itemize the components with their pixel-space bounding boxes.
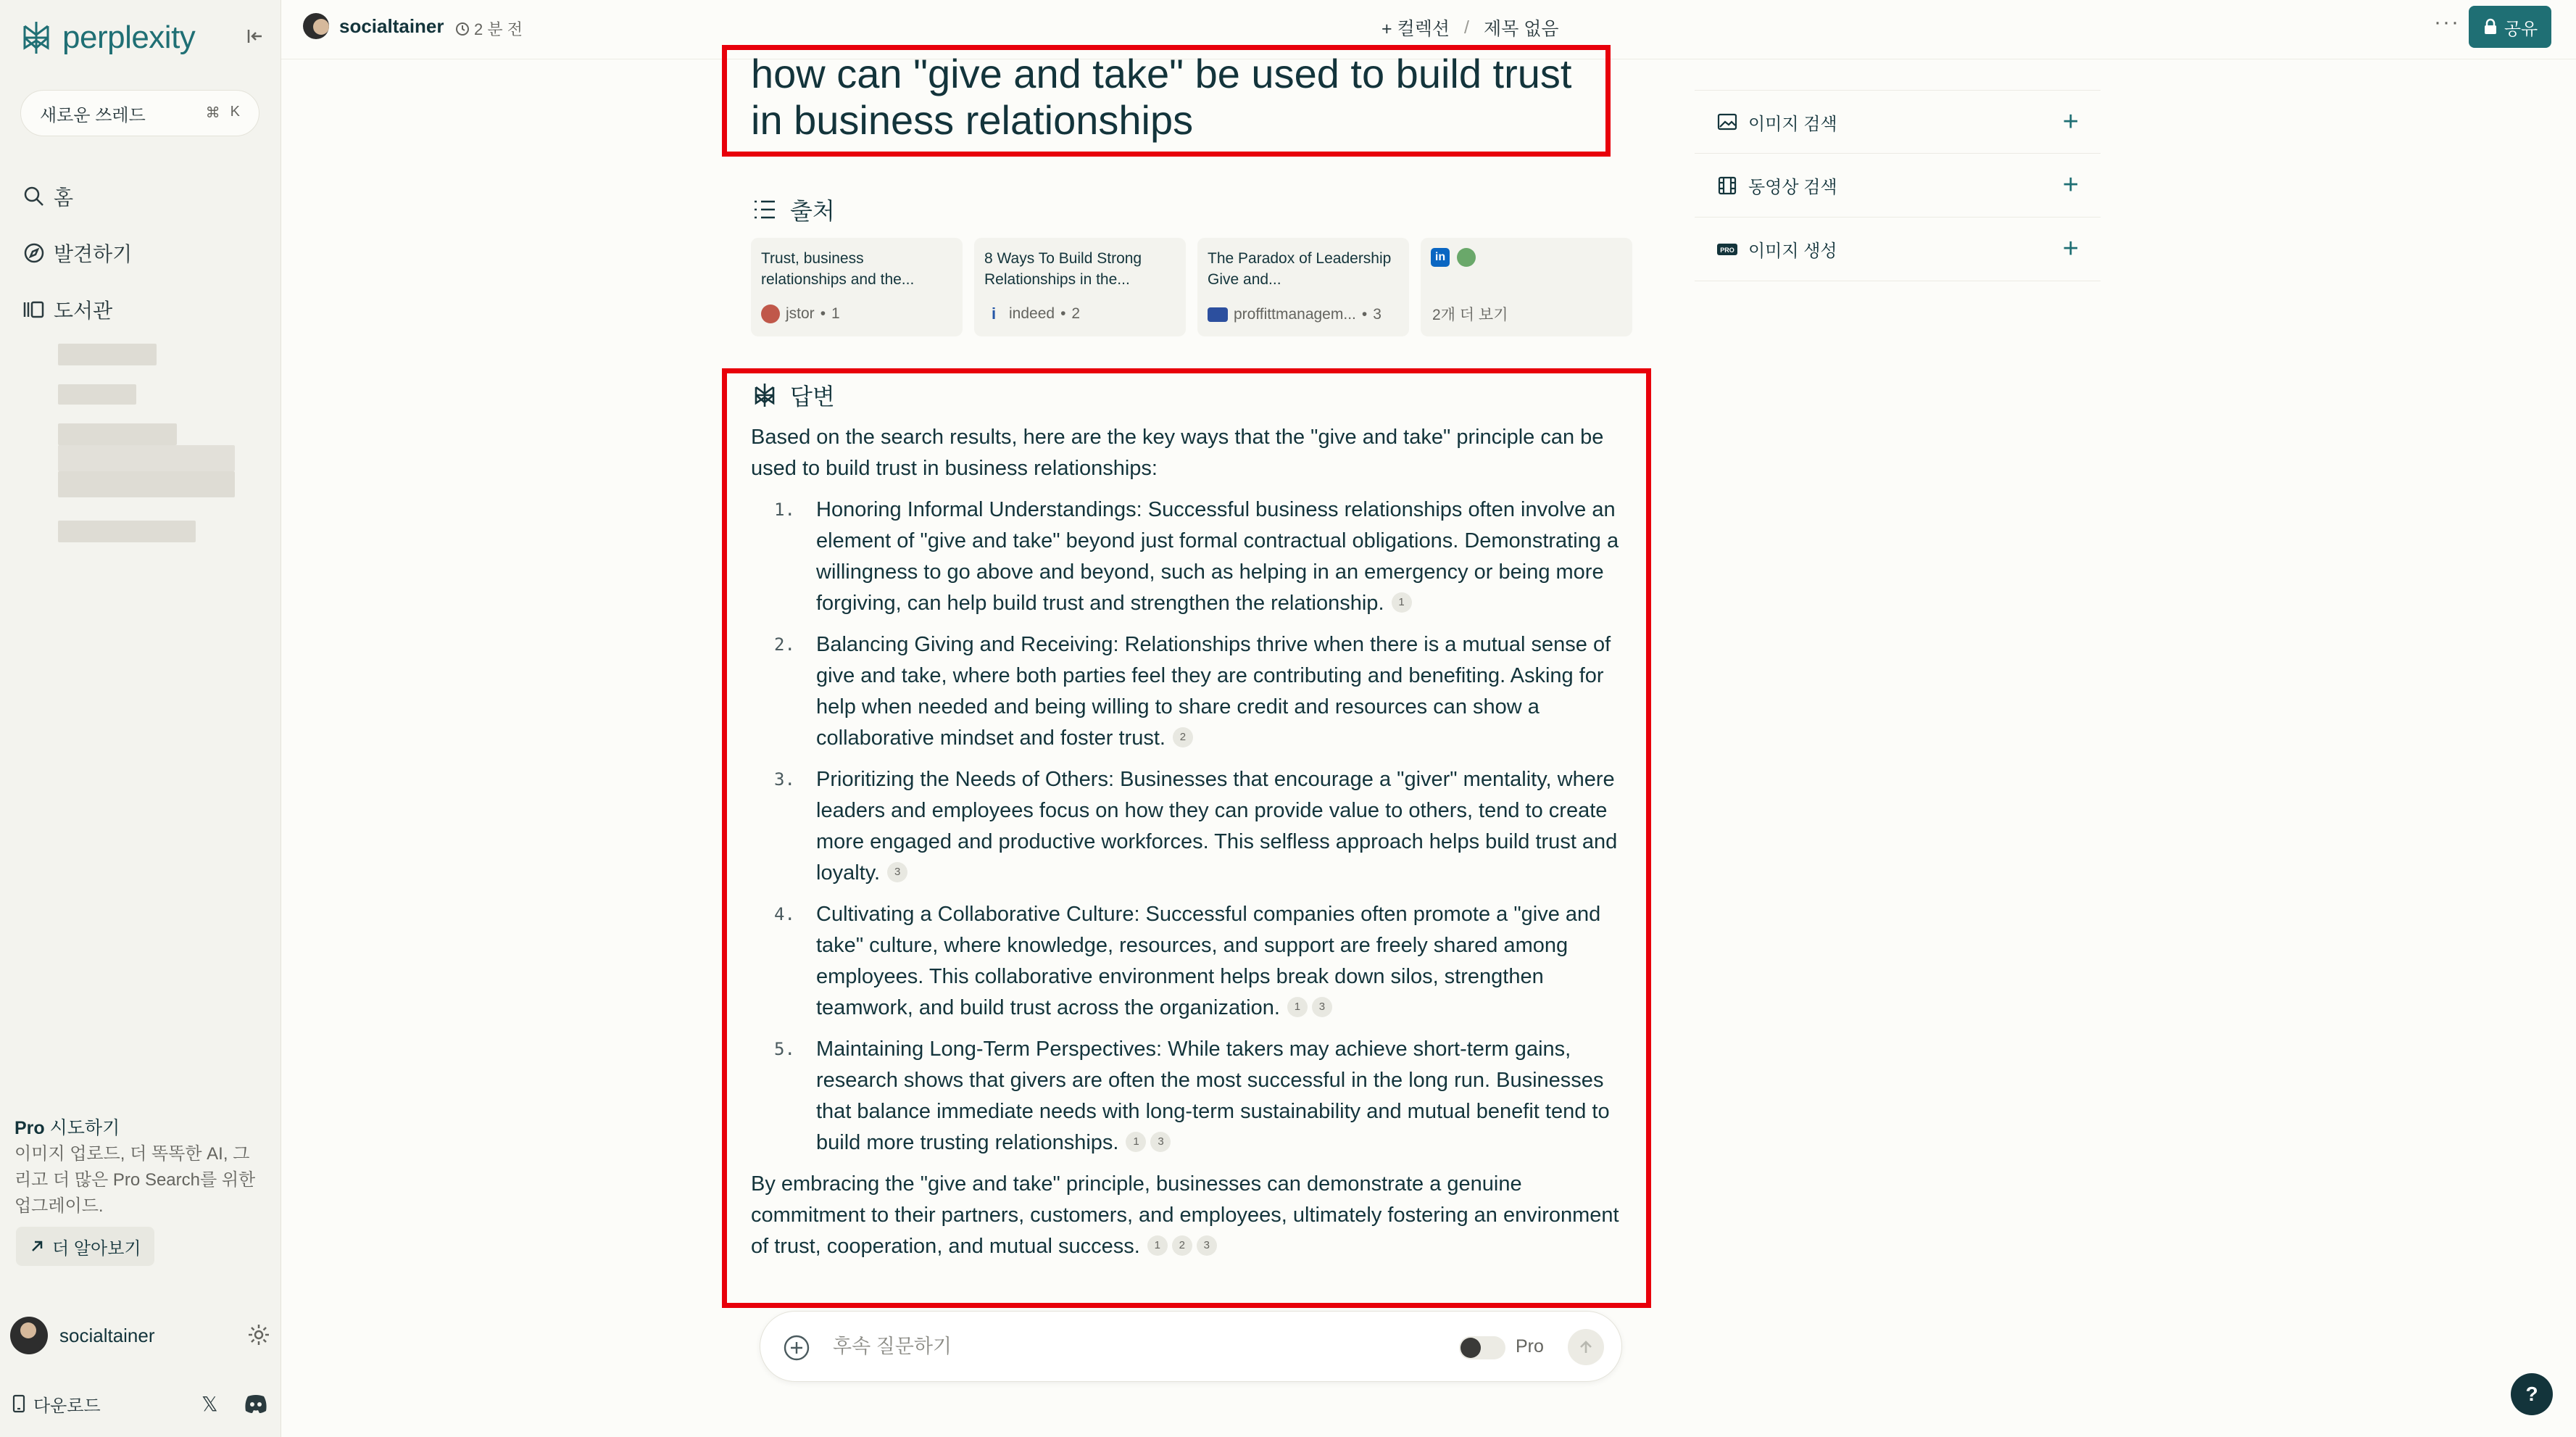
source-site: jstor: [786, 305, 815, 322]
image-icon: [1716, 111, 1738, 133]
answer-body: [751, 422, 1628, 1262]
answer-list-item: [751, 764, 1628, 889]
answer-list-item: [751, 629, 1628, 754]
source-meta: [984, 305, 1080, 323]
pro-promo-description: 이미지 업로드, 더 똑똑한 AI, 그리고 더 많은 Pro Search를 위한 업그레이드.: [14, 1144, 256, 1216]
discord-icon[interactable]: [244, 1393, 268, 1414]
citation-badge[interactable]: 2: [1172, 1235, 1192, 1256]
answer-outro: [751, 1169, 1628, 1262]
collapse-sidebar-button[interactable]: [242, 23, 268, 49]
avatar: [303, 13, 329, 39]
perplexity-answer-icon: [751, 381, 778, 409]
download-link[interactable]: [12, 1391, 101, 1417]
list-item-text: Maintaining Long-Term Perspectives: While takers may achieve short-term gains, research shows that givers are often the most successful in the long run. Businesses that balance immediate needs with long-term sustainability and mutual benefit tend to build more trusting relationships.: [816, 1038, 1610, 1154]
more-sources-card[interactable]: [1421, 238, 1632, 336]
thread-timestamp: [455, 17, 523, 40]
source-site: indeed: [1009, 305, 1055, 322]
collection-label: 컬렉션: [1397, 19, 1450, 39]
lock-icon: [2482, 18, 2498, 36]
source-dot: •: [1060, 305, 1066, 322]
arrow-up-right-icon: [29, 1238, 45, 1254]
sources-heading-label: 출처: [790, 198, 835, 224]
shortcut-key: K: [230, 104, 240, 120]
thread-title[interactable]: 제목 없음: [1483, 19, 1559, 39]
sidebar-nav: [22, 168, 132, 338]
linkedin-favicon-icon: in: [1431, 248, 1450, 267]
citation-badge[interactable]: 3: [1197, 1235, 1217, 1256]
image-search-action[interactable]: [1695, 90, 2101, 154]
new-thread-button[interactable]: [20, 90, 259, 136]
answer-list-item: [751, 899, 1628, 1024]
image-search-label: 이미지 검색: [1748, 114, 1837, 134]
svg-text:PRO: PRO: [1720, 246, 1734, 254]
source-card[interactable]: [751, 238, 963, 336]
film-icon: [1716, 175, 1738, 196]
image-generate-label: 이미지 생성: [1748, 241, 1837, 261]
media-actions-panel: [1695, 90, 2101, 281]
submit-button[interactable]: [1568, 1329, 1604, 1365]
answer-heading: [751, 378, 835, 412]
list-item-text: Prioritizing the Needs of Others: Businesses that encourage a "giver" mentality, where leaders and employees focus on how they can provide value to others, tend to create more engaged and productive workforces. This selfless approach helps build trust and loyalty.: [816, 768, 1618, 885]
plus-icon: +: [2062, 170, 2079, 200]
arrow-up-icon: [1578, 1339, 1594, 1355]
sources-heading: [751, 193, 835, 226]
source-title: The Paradox of Leadership Give and...: [1208, 250, 1392, 288]
search-icon: [22, 184, 46, 209]
clock-icon: [455, 22, 470, 36]
sources-list: [751, 238, 1632, 336]
sources-list-icon: [751, 196, 778, 223]
gear-icon[interactable]: [246, 1322, 271, 1347]
share-button[interactable]: [2469, 6, 2551, 48]
sidebar-item-home[interactable]: [22, 168, 132, 225]
citation-badge[interactable]: 1: [1147, 1235, 1168, 1256]
list-item-text: Balancing Giving and Receiving: Relationships thrive when there is a mutual sense of give and take, where both parties feel they are contributing and benefiting. Asking for help when needed and being willing to share credit and resources can show a collaborative mindset and foster trust.: [816, 633, 1611, 750]
citation-badge[interactable]: 1: [1392, 592, 1412, 613]
list-item-text: Honoring Informal Understandings: Successful business relationships often involve an element of "give and take" beyond just formal contractual obligations. Demonstrating a willingness to go above and beyond, such as helping in an emergency or being more forgiving, can help build trust and strengthen the relationship.: [816, 498, 1619, 615]
collapse-icon: [246, 27, 265, 46]
breadcrumb: [1382, 15, 1559, 41]
list-number: 3.: [774, 769, 795, 790]
library-icon: [22, 297, 46, 322]
source-index: 1: [831, 305, 840, 322]
source-meta: [761, 305, 840, 323]
followup-bar: [760, 1311, 1622, 1382]
brand-logo[interactable]: [17, 17, 195, 58]
thread-author-name: socialtainer: [339, 15, 444, 37]
more-sources-label: 2개 더 보기: [1432, 307, 1508, 323]
source-index: 2: [1071, 305, 1081, 322]
learn-more-label: 더 알아보기: [52, 1238, 141, 1259]
phone-icon: [12, 1394, 26, 1413]
proffitt-favicon-icon: [1208, 307, 1228, 322]
citation-badge[interactable]: 1: [1287, 997, 1308, 1017]
answer-heading-label: 답변: [790, 384, 835, 410]
user-profile[interactable]: [10, 1312, 271, 1359]
share-label: 공유: [2504, 19, 2538, 39]
list-number: 4.: [774, 904, 795, 924]
thread-author[interactable]: [303, 13, 444, 39]
citation-badge[interactable]: 2: [1173, 727, 1193, 748]
avatar: [10, 1317, 48, 1354]
query-title: how can "give and take" be used to build trust in business relationships: [751, 51, 1572, 143]
breadcrumb-separator: /: [1464, 17, 1469, 38]
citation-badge[interactable]: 3: [1150, 1132, 1171, 1152]
source-card[interactable]: [974, 238, 1186, 336]
source-card[interactable]: [1197, 238, 1409, 336]
source-meta: [1208, 306, 1382, 323]
pro-badge-icon: [1716, 239, 1738, 260]
plus-icon: +: [2062, 106, 2079, 137]
pro-toggle-label: Pro: [1516, 1336, 1544, 1357]
more-sources-icons: [1431, 248, 1622, 267]
download-label: 다운로드: [33, 1396, 101, 1416]
source-title: 8 Ways To Build Strong Relationships in the...: [984, 250, 1142, 288]
video-search-action[interactable]: [1695, 154, 2101, 218]
learn-more-button[interactable]: [16, 1227, 154, 1266]
list-item-text: Cultivating a Collaborative Culture: Successful companies often promote a "give and take" culture, where knowledge, resources, and support are freely shared among employees. This collaborative environment helps break down silos, strengthen teamwork, and build trust across the organization.: [816, 903, 1601, 1019]
sidebar-item-label: 홈: [54, 186, 74, 209]
sidebar-item-label: 발견하기: [54, 243, 133, 265]
shortcut-hint: [206, 104, 240, 122]
source-site: proffittmanagem...: [1234, 306, 1356, 323]
sidebar: [0, 0, 281, 1437]
list-number: 1.: [774, 500, 795, 520]
source-title: Trust, business relationships and the...: [761, 250, 915, 288]
citation-badge[interactable]: 3: [1312, 997, 1332, 1017]
followup-input[interactable]: [833, 1330, 1413, 1362]
attach-plus-icon[interactable]: [782, 1333, 811, 1362]
globe-favicon-icon: [1457, 248, 1476, 267]
brand-name: perplexity: [62, 20, 196, 55]
source-index: 3: [1373, 306, 1382, 323]
answer-outro-text: By embracing the "give and take" principle, businesses can demonstrate a genuine commitment to their partners, customers, and employees, ultimately fostering an environment of trust, cooperation, and mutual success.: [751, 1172, 1619, 1258]
indeed-favicon-icon: i: [991, 305, 997, 323]
video-search-label: 동영상 검색: [1748, 178, 1837, 197]
answer-list-item: [751, 494, 1628, 619]
image-generate-action[interactable]: [1695, 218, 2101, 281]
x-twitter-icon[interactable]: 𝕏: [201, 1392, 218, 1415]
source-dot: •: [1361, 306, 1368, 323]
list-number: 5.: [774, 1039, 795, 1059]
citation-badge[interactable]: 3: [887, 862, 907, 882]
plus-icon: +: [1382, 19, 1392, 39]
list-number: 2.: [774, 634, 795, 655]
username: socialtainer: [59, 1324, 155, 1346]
answer-intro: Based on the search results, here are the key ways that the "give and take" principle can be used to build trust in business relationships:: [751, 426, 1604, 480]
jstor-favicon-icon: [761, 305, 780, 323]
answer-list-item: [751, 1034, 1628, 1159]
sidebar-item-label: 도서관: [54, 299, 113, 322]
more-options-button[interactable]: ···: [2434, 10, 2460, 34]
new-thread-label: 새로운 쓰레드: [40, 105, 146, 125]
sidebar-item-discover[interactable]: [22, 225, 132, 281]
thread-time-label: 2 분 전: [474, 20, 523, 38]
citation-badge[interactable]: 1: [1126, 1132, 1146, 1152]
perplexity-logo-icon: [17, 19, 55, 57]
help-button[interactable]: ?: [2511, 1373, 2553, 1415]
sidebar-item-library[interactable]: [22, 281, 132, 338]
pro-toggle[interactable]: [1459, 1336, 1505, 1359]
pro-promo-title: Pro 시도하기: [14, 1118, 120, 1138]
add-to-collection-button[interactable]: [1382, 15, 1450, 41]
answer-list: [751, 494, 1628, 1159]
shortcut-cmd: ⌘: [205, 105, 220, 121]
plus-icon: +: [2062, 233, 2079, 264]
compass-icon: [22, 241, 46, 265]
sidebar-footer: [12, 1389, 273, 1418]
source-dot: •: [820, 305, 826, 322]
